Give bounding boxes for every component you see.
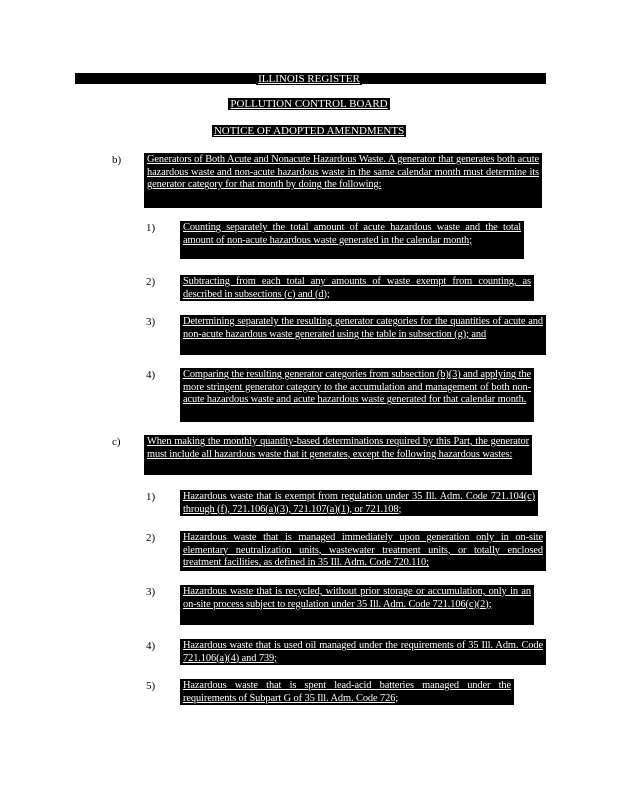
item-c5-text: Hazardous waste that is spent lead-acid batteries managed under the requirements of Subpart G of 35 Ill. Adm. Code 726; [180,679,514,705]
item-c4-label: 4) [146,640,156,652]
item-c1-text: Hazardous waste that is exempt from regulation under 35 Ill. Adm. Code 721.104(c) through (f), 721.106(a)(3), 721.107(a)(1), or 721.108; [180,490,538,516]
board-title: POLLUTION CONTROL BOARD [230,98,388,110]
item-c3-text: Hazardous waste that is recycled, without prior storage or accumulation, only in an on-site process subject to regulation under 35 Ill. Adm. Code 721.106(c)(2); [180,585,534,625]
item-c2-label: 2) [146,532,156,544]
notice-title: NOTICE OF ADOPTED AMENDMENTS [213,125,405,137]
section-b-label: b) [112,154,122,166]
item-b4-label: 4) [146,369,156,381]
item-c1-label: 1) [146,491,156,503]
item-b1-label: 1) [146,222,156,234]
item-b3-text: Determining separately the resulting generator categories for the quantities of acute and non-acute hazardous waste generated using the table in subsection (g); and [180,315,546,355]
item-b3-label: 3) [146,316,156,328]
item-b4-text: Comparing the resulting generator categories from subsection (b)(3) and applying the more stringent generator category to the accumulation and management of both non-acute hazardous waste and acute hazardous waste generated for that calendar month. [180,368,534,422]
item-b2-text: Subtracting from each total any amounts of waste exempt from counting, as described in subsections (c) and (d); [180,275,534,301]
section-c-label: c) [112,436,121,448]
item-b2-label: 2) [146,276,156,288]
item-c5-label: 5) [146,680,156,692]
item-b1-text: Counting separately the total amount of acute hazardous waste and the total amount of non-acute hazardous waste generated in the calendar month; [180,221,524,259]
item-c3-label: 3) [146,586,156,598]
item-c2-text: Hazardous waste that is managed immediately upon generation only in on-site elementary neutralization units, wastewater treatment units, or totally enclosed treatment facilities, as defined in 35 Ill. Adm. Code 720.110; [180,531,546,571]
register-title: ILLINOIS REGISTER [258,73,360,85]
section-b-text: Generators of Both Acute and Nonacute Hazardous Waste. A generator that generates both acute hazardous waste and non-acute hazardous waste in the same calendar month must determine its generator category for that month by doing the following: [144,153,542,208]
section-c-text: When making the monthly quantity-based determinations required by this Part, the generator must include all hazardous waste that it generates, except the following hazardous wastes: [144,435,532,475]
item-c4-text: Hazardous waste that is used oil managed under the requirements of 35 Ill. Adm. Code 721.106(a)(4) and 739; [180,639,546,665]
